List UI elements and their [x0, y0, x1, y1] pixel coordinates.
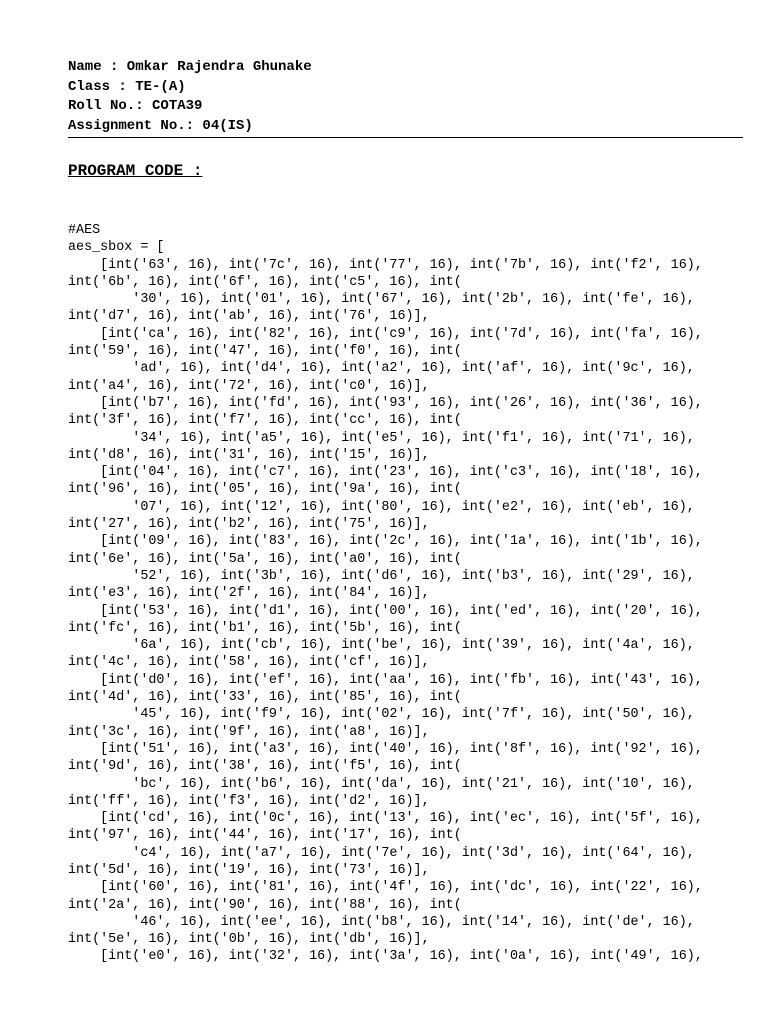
code-line: int('27', 16), int('b2', 16), int('75', 16)],	[68, 517, 430, 533]
program-code-block	[68, 222, 758, 966]
code-line: [int('60', 16), int('81', 16), int('4f', 16), int('dc', 16), int('22', 16),	[68, 880, 703, 896]
code-line: #AES	[68, 223, 101, 238]
student-roll-number: Roll No.: COTA39	[68, 98, 203, 114]
code-line: '6a', 16), int('cb', 16), int('be', 16), int('39', 16), int('4a', 16),	[68, 638, 695, 654]
code-line: int('5e', 16), int('0b', 16), int('db', 16)],	[68, 932, 430, 948]
code-line: 'ad', 16), int('d4', 16), int('a2', 16), int('af', 16), int('9c', 16),	[68, 361, 695, 377]
student-class: Class : TE-(A)	[68, 78, 186, 95]
code-line: '34', 16), int('a5', 16), int('e5', 16), int('f1', 16), int('71', 16),	[68, 430, 695, 446]
code-line: [int('d0', 16), int('ef', 16), int('aa', 16), int('fb', 16), int('43', 16),	[68, 672, 703, 688]
code-line: int('96', 16), int('05', 16), int('9a', 16), int(	[68, 482, 462, 498]
code-line: [int('e0', 16), int('32', 16), int('3a', 16), int('0a', 16), int('49', 16),	[68, 949, 703, 965]
code-line: int('e3', 16), int('2f', 16), int('84', 16)],	[68, 586, 430, 602]
code-line: '07', 16), int('12', 16), int('80', 16), int('e2', 16), int('eb', 16),	[68, 499, 695, 515]
code-line: int('ff', 16), int('f3', 16), int('d2', 16)],	[68, 793, 430, 809]
code-line: int('3c', 16), int('9f', 16), int('a8', 16)],	[68, 724, 430, 740]
student-name: Name : Omkar Rajendra Ghunake	[68, 59, 312, 75]
assignment-number: Assignment No.: 04(IS)	[68, 117, 253, 134]
code-line: int('3f', 16), int('f7', 16), int('cc', 16), int(	[68, 413, 462, 429]
code-line: [int('51', 16), int('a3', 16), int('40', 16), int('8f', 16), int('92', 16),	[68, 741, 703, 757]
code-line: int('5d', 16), int('19', 16), int('73', 16)],	[68, 862, 430, 878]
code-line: aes_sbox = [	[68, 240, 165, 256]
code-line: int('97', 16), int('44', 16), int('17', 16), int(	[68, 828, 462, 844]
code-line: int('d7', 16), int('ab', 16), int('76', 16)],	[68, 309, 430, 325]
code-line: int('a4', 16), int('72', 16), int('c0', 16)],	[68, 378, 430, 394]
code-line: int('9d', 16), int('38', 16), int('f5', 16), int(	[68, 759, 462, 775]
code-line: int('4c', 16), int('58', 16), int('cf', 16)],	[68, 655, 430, 671]
student-info-header	[68, 58, 743, 138]
code-line: '45', 16), int('f9', 16), int('02', 16), int('7f', 16), int('50', 16),	[68, 707, 695, 723]
code-line: int('2a', 16), int('90', 16), int('88', 16), int(	[68, 897, 462, 913]
code-line: '30', 16), int('01', 16), int('67', 16), int('2b', 16), int('fe', 16),	[68, 292, 695, 308]
code-line: [int('53', 16), int('d1', 16), int('00', 16), int('ed', 16), int('20', 16),	[68, 603, 703, 619]
section-title: PROGRAM CODE :	[68, 162, 203, 180]
code-line: int('6e', 16), int('5a', 16), int('a0', 16), int(	[68, 551, 462, 567]
code-line: 'c4', 16), int('a7', 16), int('7e', 16), int('3d', 16), int('64', 16),	[68, 845, 695, 861]
code-line: [int('cd', 16), int('0c', 16), int('13', 16), int('ec', 16), int('5f', 16),	[68, 811, 703, 827]
code-line: [int('b7', 16), int('fd', 16), int('93', 16), int('26', 16), int('36', 16),	[68, 395, 703, 411]
code-line: [int('04', 16), int('c7', 16), int('23', 16), int('c3', 16), int('18', 16),	[68, 465, 703, 481]
code-line: [int('09', 16), int('83', 16), int('2c', 16), int('1a', 16), int('1b', 16),	[68, 534, 703, 550]
code-line: int('59', 16), int('47', 16), int('f0', 16), int(	[68, 344, 462, 360]
code-line: int('fc', 16), int('b1', 16), int('5b', 16), int(	[68, 620, 462, 636]
code-line: int('4d', 16), int('33', 16), int('85', 16), int(	[68, 690, 462, 706]
code-line: 'bc', 16), int('b6', 16), int('da', 16), int('21', 16), int('10', 16),	[68, 776, 695, 792]
code-line: '46', 16), int('ee', 16), int('b8', 16), int('14', 16), int('de', 16),	[68, 914, 695, 930]
code-line: [int('ca', 16), int('82', 16), int('c9', 16), int('7d', 16), int('fa', 16),	[68, 326, 703, 342]
code-line: '52', 16), int('3b', 16), int('d6', 16), int('b3', 16), int('29', 16),	[68, 568, 695, 584]
code-line: int('d8', 16), int('31', 16), int('15', 16)],	[68, 447, 430, 463]
code-line: int('6b', 16), int('6f', 16), int('c5', 16), int(	[68, 274, 462, 290]
code-line: [int('63', 16), int('7c', 16), int('77', 16), int('7b', 16), int('f2', 16),	[68, 257, 703, 273]
